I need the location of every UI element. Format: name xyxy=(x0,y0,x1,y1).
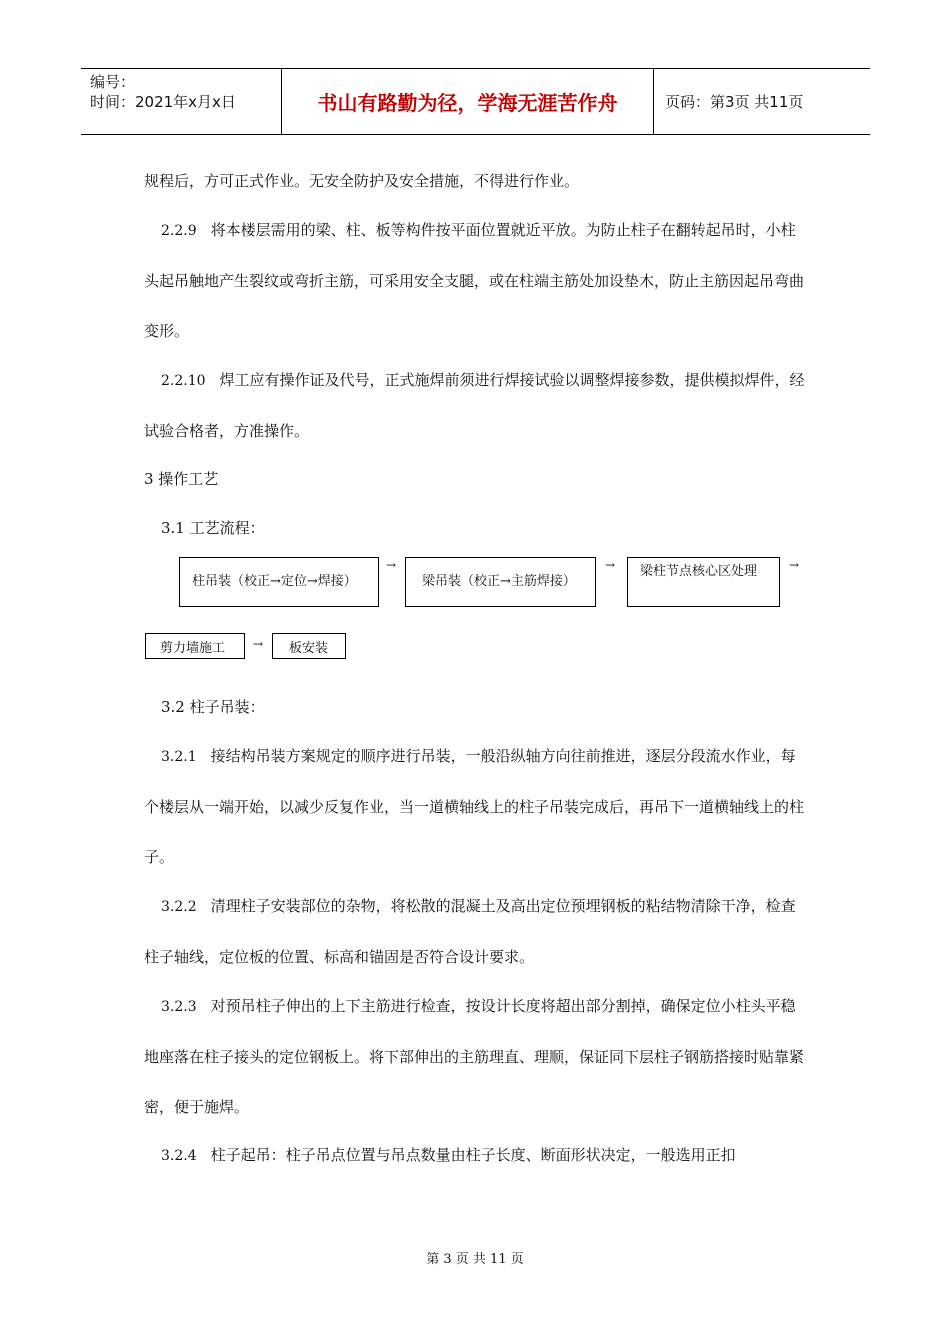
clause-number: 2.2.9 xyxy=(161,223,197,239)
header-motto: 书山有路勤为径，学海无涯苦作舟 xyxy=(282,69,654,134)
paragraph-3-2-3 xyxy=(144,981,810,1132)
clause-text: 将本楼层需用的梁、柱、板等构件按平面位置就近平放。为防止柱子在翻转起吊时，小柱头起吊触地产生裂纹或弯折主筋，可采用安全支腿，或在柱端主筋处加设垫木，防止主筋因起吊弯曲变形。 xyxy=(144,221,805,340)
paragraph-3-2-1 xyxy=(144,731,810,882)
paragraph-3-2-4 xyxy=(144,1130,810,1181)
flow-arrow: → xyxy=(386,558,397,572)
paragraph-3-2-2 xyxy=(144,881,810,982)
clause-text: 焊工应有操作证及代号，正式施焊前须进行焊接试验以调整焊接参数，提供模拟焊件，经试验合格者，方准操作。 xyxy=(144,371,805,440)
flow-step-column-hoisting: 柱吊装（校正→定位→焊接） xyxy=(179,557,379,607)
page-footer: 第 3 页 共 11 页 xyxy=(426,1252,524,1267)
flow-arrow: → xyxy=(789,558,800,572)
flow-arrow: → xyxy=(253,637,264,651)
flow-step-joint-core: 梁柱节点核心区处理 xyxy=(627,557,780,607)
paragraph-2-2-10 xyxy=(144,355,810,456)
clause-text: 清理柱子安装部位的杂物，将松散的混凝土及高出定位预埋钢板的粘结物清除干净，检查柱子轴线，定位板的位置、标高和锚固是否符合设计要求。 xyxy=(144,897,796,966)
clause-text: 接结构吊装方案规定的顺序进行吊装，一般沿纵轴方向往前推进，逐层分段流水作业，每个楼层从一端开始，以减少反复作业，当一道横轴线上的柱子吊装完成后，再吊下一道横轴线上的柱子。 xyxy=(144,747,805,866)
paragraph-continued: 规程后，方可正式作业。无安全防护及安全措施，不得进行作业。 xyxy=(144,172,580,190)
flow-step-beam-hoisting: 梁吊装（校正→主筋焊接） xyxy=(405,557,596,607)
section-heading-3-1: 3.1 工艺流程： xyxy=(161,519,265,537)
header-meta xyxy=(81,69,282,134)
flow-step-slab: 板安装 xyxy=(272,633,346,659)
clause-text: 柱子起吊：柱子吊点位置与吊点数量由柱子长度、断面形状决定，一般选用正扣 xyxy=(210,1146,736,1164)
clause-number: 3.2.1 xyxy=(161,749,197,765)
flow-step-shear-wall: 剪力墙施工 xyxy=(145,633,245,659)
flow-arrow: → xyxy=(605,558,616,572)
clause-number: 3.2.3 xyxy=(161,999,197,1015)
clause-number: 2.2.10 xyxy=(161,373,206,389)
number-label: 编号： xyxy=(90,73,136,91)
clause-text: 对预吊柱子伸出的上下主筋进行检查，按设计长度将超出部分割掉，确保定位小柱头平稳地座落在柱子接头的定位钢板上。将下部伸出的主筋理直、理顺，保证同下层柱子钢筋搭接时贴靠紧密，便于施焊。 xyxy=(144,997,805,1116)
section-heading-3-2: 3.2 柱子吊装： xyxy=(161,698,265,716)
header-page-info: 页码：第3页 共11页 xyxy=(665,93,804,111)
page-header xyxy=(81,68,870,135)
section-heading-3: 3 操作工艺 xyxy=(144,470,219,488)
clause-number: 3.2.4 xyxy=(161,1148,197,1164)
paragraph-2-2-9 xyxy=(144,205,810,356)
clause-number: 3.2.2 xyxy=(161,899,197,915)
time-label: 时间：2021年x月x日 xyxy=(90,93,236,111)
